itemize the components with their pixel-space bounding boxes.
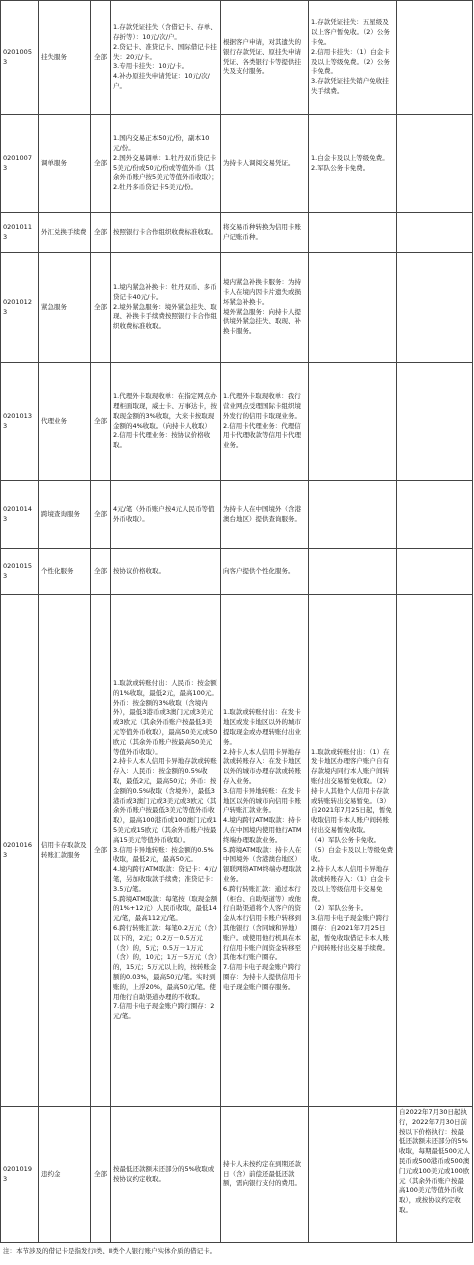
service-content: 境内紧急补换卡服务：为持卡人在境内因卡片遗失或损坏紧急补换卡。 境外紧急服务：向持卡人提供境外紧急挂失、取现、补换卡服务。: [221, 253, 309, 363]
item-code: 02010113: [1, 213, 39, 253]
service-content: 为持卡人调阅交易凭证。: [221, 115, 309, 213]
discount-note: [309, 1107, 397, 1243]
discount-note: [309, 213, 397, 253]
item-scope: 全部: [91, 1107, 111, 1243]
fee-standard: 按最低还款额未还部分的5%收取或按协议约定收取。: [111, 1107, 221, 1243]
item-name: 调单服务: [39, 115, 91, 213]
service-content: 为持卡人在中国境外（含港澳台地区）提供查询服务。: [221, 481, 309, 549]
table-row: [1, 595, 473, 1107]
item-code: 02010193: [1, 1107, 39, 1243]
remark-cell: [397, 115, 473, 213]
table-row: [1, 549, 473, 595]
item-scope: 全部: [91, 115, 111, 213]
item-scope: 全部: [91, 213, 111, 253]
discount-note: 1.取款或转账付出：（1）在发卡地区办理客户账户自有存款境内同行本人账户间转账付出交易暂免收取。（2）持卡人其他个人信用卡存款或转账转出交易暂免。（3）自2021年7月25日起，暂免收取信用卡本人账户间转账付出交易暂免收取。 （4）军队公务卡免收。 （5）白金卡及以上等级免费收。 2.持卡人本人信用卡异地存款或转账存入：（1）白金卡及以上等级信用卡交易免费。 （2）军队公务卡。 3.信用卡电子现金账户跨行圈存：自2021年7月25日起，暂免收取借记卡本人账户间转账付出交易手续费。: [309, 595, 397, 1107]
service-content: 1.代理外卡取现收单：我行营业网点受理国际卡组织境外发行的信用卡取现业务。 2.信用卡代理业务：代理信用卡代理收款等信用卡代理业务。: [221, 363, 309, 481]
remark-cell: [397, 1, 473, 115]
fee-standard: 1.境内紧急补换卡：牡丹双币、多币贷记卡40元/卡。 2.境外紧急服务：境外紧急挂失、取现、补换卡手续费按照银行卡合作组织收费标准收取。: [111, 253, 221, 363]
service-content: 将交易币种转换为信用卡账户记账币种。: [221, 213, 309, 253]
table-row: [1, 115, 473, 213]
service-content: 向客户提供个性化服务。: [221, 549, 309, 595]
fee-standard: 1.取款或转账付出：人民币：按金额的1%收取，最低2元，最高100元。外币：按金额的3%收取（含境内外），最低3港币或3澳门元或3美元或3欧元（其余外币账户按最低3美元等值外币收取），最高50美元或50欧元（其余外币账户按最高50美元等值外币收取）。 2.持卡人本人信用卡异地存款或转账存入：人民币：按金额的0.5%收取，最低2元，最高50元；外币：按金额的0.5%收取（含境外），最低3港币或3澳门元或3美元或3欧元（其余外币账户按最低3美元等值外币收取），最高100港币或100澳门元或15美元或15欧元（其余外币账户按最高15美元等值外币收取）。 3.信用卡异地转账：按金额的0.5%收取，最低2元，最高50元。 4.境内跨行ATM取款：贷记卡：4元/笔，另加收取款手续费；准贷记卡：3.5元/笔。 5.跨境ATM取款：每笔按（取现金额的1%+12元）人民币收取，最低14元/笔，最高112元/笔。 6.跨行转账汇款：每笔0.2万元（含）以下的，2元；0.2万－0.5万元（含）的，5元；0.5万－1万元（含）的，10元；1万－5万元（含）的，15元；5万元以上的，按转账金额的0.03%，最高50元/笔。实时到账的，上浮20%，最高50元/笔。使用他行自助渠道办理的不收取。 7.信用卡电子现金账户跨行圈存：2元/笔。: [111, 595, 221, 1107]
table-row: [1, 481, 473, 549]
table-row: [1, 363, 473, 481]
item-code: 02010133: [1, 363, 39, 481]
discount-note: [309, 549, 397, 595]
fee-standard: 1.国内交易正本50元/份，副本10元/份。 2.国外交易调单：1.牡丹双币贷记卡5美元/份或50元/份或等值外币（其余外币账户按5美元等值外币收取）；2.牡丹多币贷记卡5美元/份。: [111, 115, 221, 213]
item-name: 跨境查询服务: [39, 481, 91, 549]
item-scope: 全部: [91, 481, 111, 549]
item-code: 02010143: [1, 481, 39, 549]
item-code: 02010153: [1, 549, 39, 595]
service-content: 1.取款或转账付出：在发卡地区或发卡地区以外的城市提取现金或办理转账付出业务。 2.持卡人本人信用卡异地存款或转账存入：在发卡地区以外的城市办理存款或转账存入业务。 3.信用卡异地转账：在发卡地区以外的城市向信用卡账户转账汇款业务。 4.境内跨行ATM取款：持卡人在中国境内使用他行ATM终端办理取款业务。 5.跨境ATM取款：持卡人在中国境外（含港澳台地区）银联网络ATM终端办理取款业务。 6.跨行转账汇款：通过本行（柜台、自助渠道等）或他行自助渠道将个人客户的资金从本行信用卡账户转移到其他银行（含同城和异地）账户。或使用他行机具在本行信用卡账户间资金转移至其他本行账户圈存。 7.信用卡电子现金账户跨行圈存：为持卡人提供信用卡电子现金账户圈存服务。: [221, 595, 309, 1107]
remark-cell: [397, 253, 473, 363]
discount-note: 1.存款凭证挂失：五星级及以上客户暂免收。（2）公务卡免。 2.信用卡挂失：（1）白金卡及以上等级免费。（2）公务卡免费。 3.存款凭证挂失销户免收挂失手续费。: [309, 1, 397, 115]
item-name: 代理业务: [39, 363, 91, 481]
item-scope: 全部: [91, 549, 111, 595]
item-scope: 全部: [91, 363, 111, 481]
discount-note: 1.白金卡及以上等级免费。 2.军队公务卡免费。: [309, 115, 397, 213]
fee-standard: 按照银行卡合作组织收费标准收取。: [111, 213, 221, 253]
item-code: 02010123: [1, 253, 39, 363]
fee-standard: 4元/笔（外币账户按4元人民币等值外币收取）。: [111, 481, 221, 549]
item-name: 挂失服务: [39, 1, 91, 115]
item-name: 违约金: [39, 1107, 91, 1243]
fee-standard: 按协议价格收取。: [111, 549, 221, 595]
discount-note: [309, 363, 397, 481]
table-row: [1, 1107, 473, 1243]
item-code: 02010163: [1, 595, 39, 1107]
item-code: 02010053: [1, 1, 39, 115]
discount-note: [309, 481, 397, 549]
item-name: 外汇兑换手续费: [39, 213, 91, 253]
remark-cell: [397, 549, 473, 595]
item-code: 02010073: [1, 115, 39, 213]
remark-cell: [397, 595, 473, 1107]
item-name: 信用卡存取款及转账汇款服务: [39, 595, 91, 1107]
remark-cell: [397, 481, 473, 549]
fee-standard: 1.代理外卡取现收单：在指定网点办理柜面取现，威士卡、万事达卡，按取现金额的3%收取，大来卡按取现金额的4%收取。（向持卡人收取） 2.信用卡代理业务：按协议价格收取。: [111, 363, 221, 481]
service-content: 持卡人未按约定在到期还款日（含）前偿还最低还款额，需向银行支付的费用。: [221, 1107, 309, 1243]
service-content: 根据客户申请，对其遗失的银行存款凭证、原挂失申请凭证、各类银行卡等提供挂失及支付服务。: [221, 1, 309, 115]
table-footnote: 注：本节涉及的借记卡是指发行Ⅰ类、Ⅱ类个人银行账户实体介质的借记卡。: [3, 1247, 217, 1255]
fee-standard: 1.存款凭证挂失（含借记卡、存单、存折等）：10元/次/户。 2.贷记卡、准贷记卡、国际借记卡挂失：20元/卡。 3.专用卡挂失：10元/卡。 4.补办原挂失申请凭证：10元/次/户。: [111, 1, 221, 115]
table-row: [1, 1, 473, 115]
table-row: [1, 213, 473, 253]
item-scope: 全部: [91, 1, 111, 115]
item-name: 紧急服务: [39, 253, 91, 363]
item-scope: 全部: [91, 595, 111, 1107]
item-scope: 全部: [91, 253, 111, 363]
remark-cell: [397, 363, 473, 481]
item-name: 个性化服务: [39, 549, 91, 595]
remark-cell: [397, 213, 473, 253]
remark-cell: 自2022年7月30日起执行，2022年7月30日前按以下价格执行：按最低还款额未还部分的5%收取，每期最低500元人民币或500港币或500澳门元或100美元或100欧元（其余外币账户按最高100美元等值外币收取），或按协议约定收取。: [397, 1107, 473, 1243]
discount-note: [309, 253, 397, 363]
table-row: [1, 253, 473, 363]
